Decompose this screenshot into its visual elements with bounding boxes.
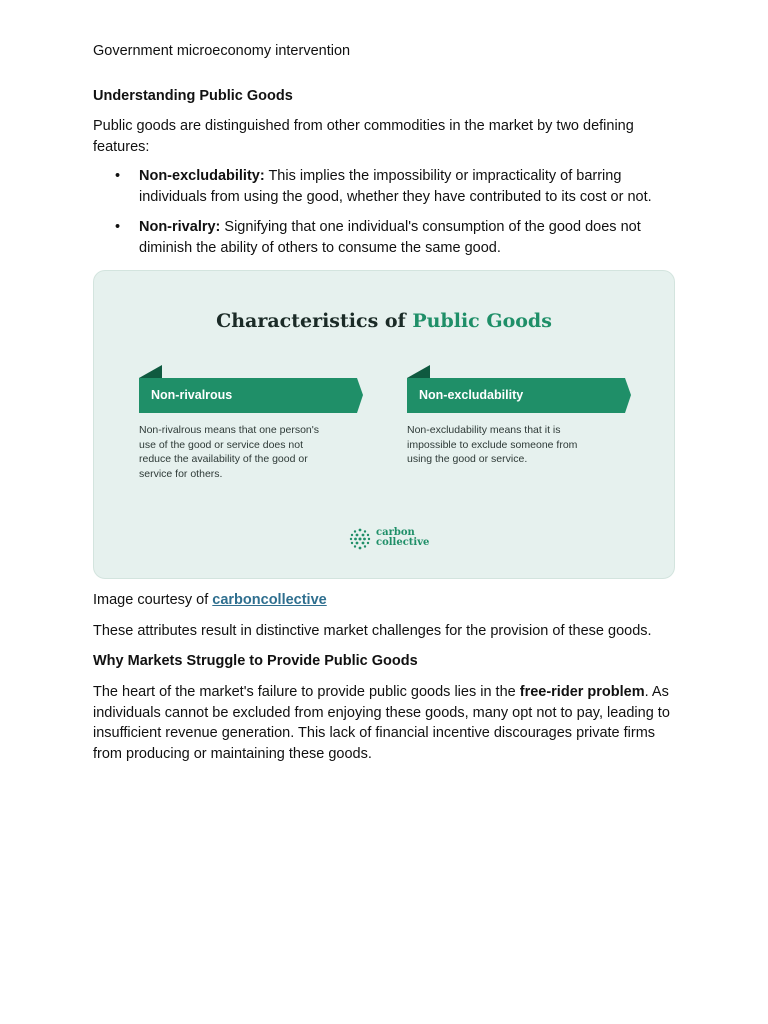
non-excludability-description: Non-excludability means that it is impossible to exclude someone from using the good or service. [407,424,578,465]
paragraph-text: . As individuals cannot be excluded from enjoying these goods, many opt not to pay, leading to insufficient revenue generation. This lack of financial incentive discourages private firms from producing or maintaining these goods. [93,684,670,762]
bullet-term: Non-excludability: [139,168,265,184]
ribbon-label: Non-rivalrous [151,388,233,402]
section-heading-public-goods: Understanding Public Goods [93,88,293,104]
infographic-title-accent: Public Goods [412,310,552,332]
free-rider-term: free-rider problem [519,684,645,700]
infographic-title [94,311,674,332]
list-item [93,166,693,207]
free-rider-paragraph [93,682,675,764]
paragraph-text: The heart of the market's failure to provide public goods lies in the [93,684,520,700]
bullet-icon: • [115,168,121,184]
bullet-icon: • [115,219,121,235]
logo-wordmark [376,528,429,548]
image-caption [93,590,683,611]
bullet-text: This implies the impossibility or impracticality of barring individuals from using the good, whether they have contributed to its cost or not. [139,168,652,205]
caption-prefix: Image courtesy of [93,592,213,608]
ribbon-non-rivalrous [139,365,363,413]
document-header: Government microeconomy intervention [93,43,351,59]
section-heading-market-struggle: Why Markets Struggle to Provide Public Goods [93,653,418,669]
public-goods-infographic [93,270,675,579]
list-item [93,217,693,258]
features-list [93,166,693,268]
ribbon-non-excludability [407,365,631,413]
non-rivalrous-description: Non-rivalrous means that one person's use of the good or service does not reduce the availability of the good or service for others. [139,424,320,480]
carboncollective-link[interactable]: carboncollective [212,592,327,608]
bullet-term: Non-rivalry: [139,219,221,235]
infographic-title-part1: Characteristics of [216,310,413,332]
logo-line-2: collective [376,537,430,548]
intro-paragraph: Public goods are distinguished from other commodities in the market by two defining features: [93,118,634,155]
bullet-text: Signifying that one individual's consumption of the good does not diminish the ability of others to consume the same good. [139,219,641,256]
attributes-paragraph: These attributes result in distinctive market challenges for the provision of these goods. [93,623,652,639]
ribbon-label: Non-excludability [419,388,524,402]
dotted-globe-icon [348,527,372,551]
logo-line-1: carbon [376,527,415,538]
